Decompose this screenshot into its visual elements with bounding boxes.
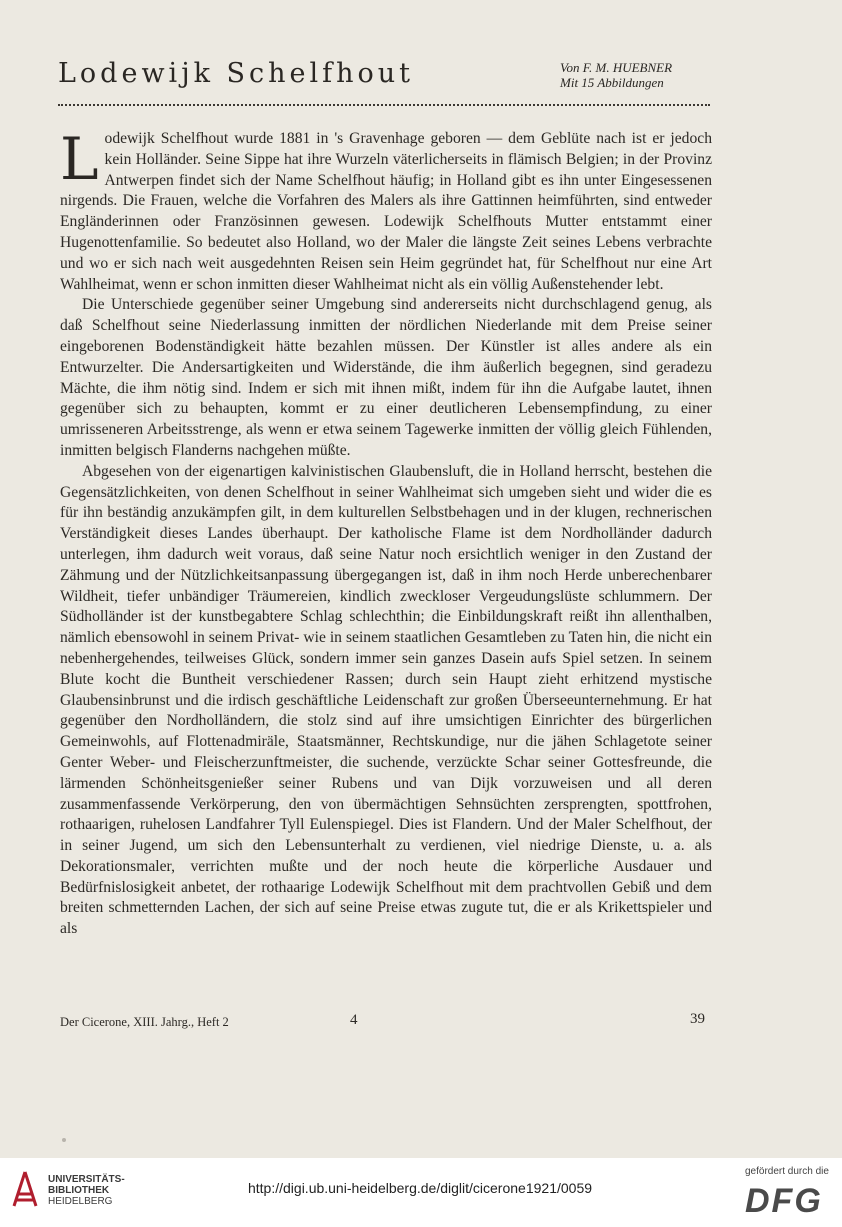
byline: [560, 60, 720, 90]
byline-illustrations: Mit 15 Abbildungen: [560, 75, 664, 90]
paragraph-2: Die Unterschiede gegenüber seiner Umgebung sind andererseits nicht durchschlagend genug, als daß Schelfhout seine Niederlassung inmitten der nördlichen Niederlande mit dem Preise seiner eingeborenen Bodenständigkeit hätte bezahlen müssen. Der Künstler ist alles andere als ein Entwurzelter. Die Andersartigkeiten und Widerstände, die ihm äußerlich begegnen, sind geradezu Mächte, die ihm nötig sind. Indem er sich mit ihnen mißt, indem für ihn die Aufgabe lautet, ihnen gegenüber sich zu behaupten, kommt er zu einer deutlicheren Lebensempfindung, zu einer umrisseneren Arbeitsstrenge, als wenn er etwa seinem Tagewerke inmitten der völlig gleich Fühlenden, inmitten belgisch Flanderns nachgehen müßte.: [60, 296, 712, 459]
paper-speck: [62, 1138, 66, 1142]
byline-author: Von F. M. HUEBNER: [560, 60, 673, 75]
library-footer-bar: [0, 1158, 842, 1227]
drop-cap: L: [60, 125, 99, 193]
paragraph-3: Abgesehen von der eigenartigen kalvinistischen Glaubensluft, die in Holland herrscht, bestehen die Gegensätzlichkeiten, von denen Schelfhout in seiner Wahlheimat sich umgeben sieht und wider die es für ihn beständig anzukämpfen gilt, in dem kulturellen Selbstbehagen und in der klugen, rechnerischen Verständigkeit dieses Landes überhaupt. Der katholische Flame ist dem Nordholländer dadurch unterlegen, ihm dadurch weit voraus, daß seine Natur noch ersichtlich weniger in den Zustand der Zähmung und der Nützlichkeitsanpassung übergegangen ist, daß in ihm noch Herde unberechenbarer Wildheit, tiefer unbändiger Träumereien, kindlich zweckloser Vergeudungslüste schlummern. Der Südholländer ist der kunstbegabtere Schlag schlechthin; die Einbildungskraft reißt ihn allenthalben, nämlich ebensowohl in seinem Privat- wie in seinem staatlichen Gesamtleben zu Taten hin, die nicht ein nebenhergehendes, teilweises Glück, sondern immer sein ganzes Dasein aufs Spiel setzen. In seinem Blute kocht die Buntheit verschiedener Rassen; durch sein Haupt zieht erhitzend mystische Glaubensinbrunst und die irdisch geschäftliche Leidenschaft zur großen Überseeunternehmung. Er hat gegenüber den Nordholländern, die stolz sind auf ihre umsichtigen Einrichter des bürgerlichen Gemeinwohls, auf Flottenadmiräle, Staatsmänner, Rechtskundige, nur die jähen Schlagetote seiner Genter Weber- und Fleischerzunftmeister, die suchende, verzückte Schar seiner Gottesfreunde, die lärmenden Schönheitsgenießer seiner Rubens und van Dijk vorzuweisen und all deren zusammenfassende Verkörperung, den von übermächtigen Sehnsüchten zersprengten, spottfrohen, rothaarigen, ruhelosen Landfahrer Tyll Eulenspiegel. Dies ist Flandern. Und der Maler Schelfhout, der in seiner Jugend, um sich den Lebensunterhalt zu verdienen, viel niedrige Dienste, u. a. als Dekorationsmaler, verrichten mußte und der noch heute die körperliche Ausdauer und Bedürfnislosigkeit anbetet, der rothaarige Lodewijk Schelfhout mit dem prachtvollen Gebiß und dem breiten schmetternden Lachen, der sich auf seine Preise etwas zugute tut, die er als Krikettspieler und als: [60, 462, 712, 938]
library-name: UNIVERSITÄTS- BIBLIOTHEK HEIDELBERG: [48, 1174, 125, 1207]
university-seal-icon: [10, 1170, 40, 1210]
permalink-url[interactable]: http://digi.ub.uni-heidelberg.de/diglit/cicerone1921/0059: [247, 1180, 593, 1196]
article-title: Lodewijk Schelfhout: [58, 58, 415, 89]
signature-mark: 4: [350, 1012, 358, 1028]
article-body: [60, 125, 712, 940]
page-number: 39: [690, 1011, 705, 1027]
title-divider: [58, 104, 710, 106]
journal-footer: Der Cicerone, XIII. Jahrg., Heft 2: [60, 1015, 229, 1029]
dfg-logo: DFG: [745, 1182, 823, 1220]
paragraph-1: [60, 125, 712, 295]
paragraph-1-text: odewijk Schelfhout wurde 1881 in 's Gravenhage geboren — dem Geblüte nach ist er jedoch kein Holländer. Seine Sippe hat ihre Wurzeln väterlicherseits in flämisch Belgien; in der Provinz Antwerpen findet sich der Name Schelfhout häufig; in Holland gibt es ihn unter Eingesessenen nirgends. Die Frauen, welche die Vorfahren des Malers als ihre Gattinnen heimführten, sind entweder Engländerinnen oder Französinnen gewesen. Lodewijk Schelfhouts Mutter entstammt einer Hugenottenfamilie. So bedeutet also Holland, wo der Maler die längste Zeit seines Lebens verbrachte und wo er sich nach weit ausgedehnten Reisen sein Heim gegründet hat, für Schelfhout nur eine Art Wahlheimat, wenn er schon inmitten dieser Wahlheimat nicht als ein völlig Außenstehender lebt.: [60, 130, 712, 293]
funding-label: gefördert durch die: [745, 1166, 829, 1177]
